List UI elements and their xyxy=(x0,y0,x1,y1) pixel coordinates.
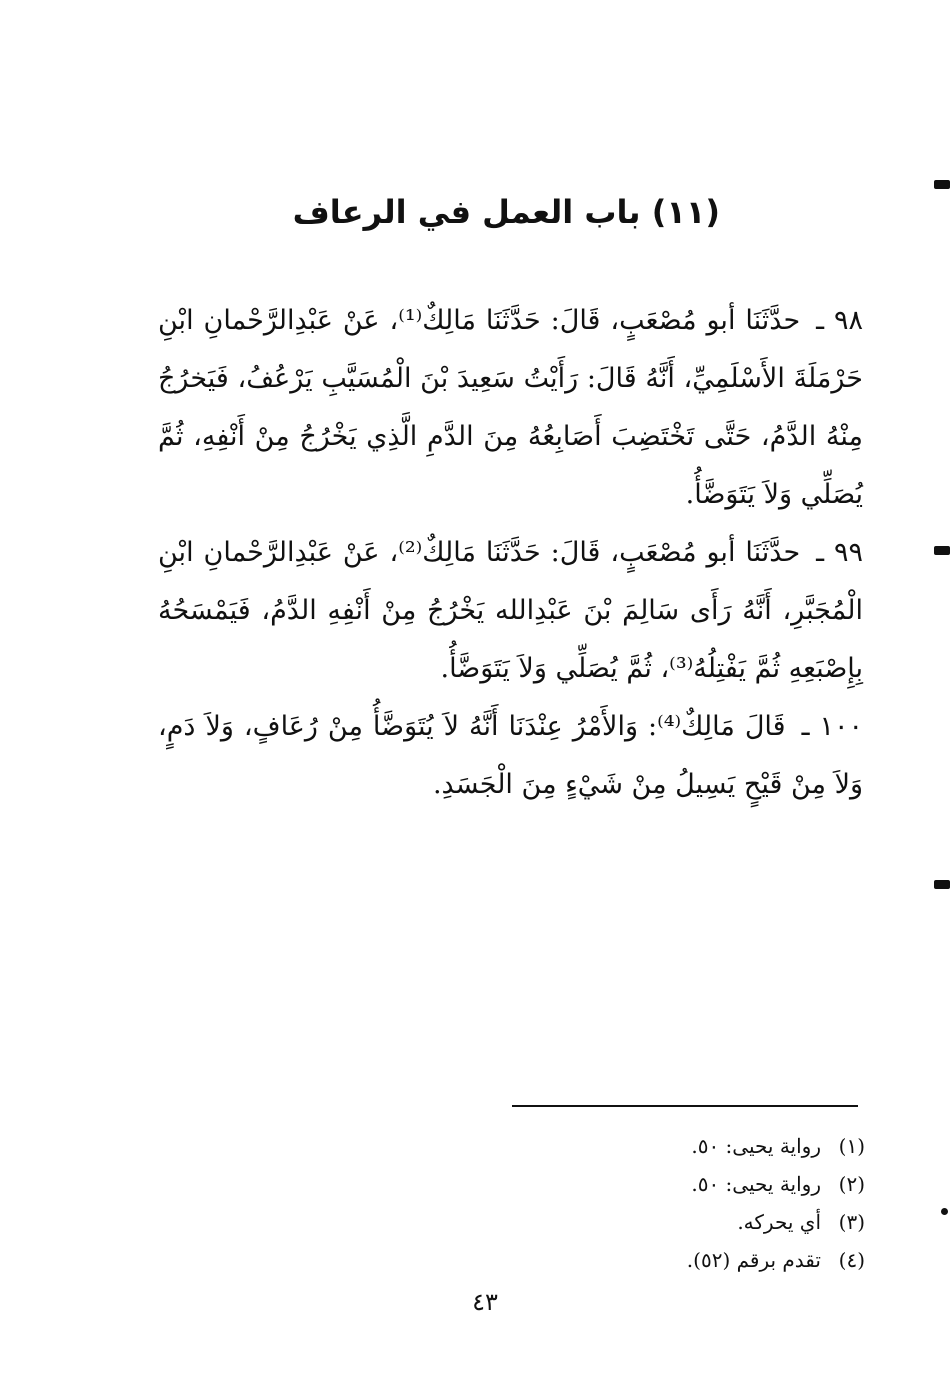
hadith-number: ١٠٠ ـ xyxy=(801,711,863,742)
footnote-marker: (٣) xyxy=(838,1210,865,1234)
hadith-text: حدَّثَنَا أبو مُصْعَبٍ، قَالَ: حَدَّثَنَا مَالِكٌ⁽¹⁾، عَنْ عَبْدِالرَّحْمانِ ابْنِ حَرْمَلَةَ الأَسْلَمِيِّ، أَنَّهُ قَالَ: رَأَيْتُ سَعِيدَ بْنَ الْمُسَيَّبِ يَرْعُفُ، فَيَخرُجُ مِنْهُ الدَّمُ، حَتَّى تَخْتَضِبَ أَصَابِعُهُ مِنَ الدَّمِ الَّذِي يَخْرُجُ مِنْ أَنْفِهِ، ثُمَّ يُصَلِّي وَلاَ يَتَوَضَّأُ. xyxy=(158,305,863,510)
footnote-text: تقدم برقم (٥٢). xyxy=(686,1248,821,1272)
scan-edge-dot xyxy=(941,1208,948,1215)
footnote-text: رواية يحيى: ٥٠. xyxy=(691,1172,821,1196)
hadith-number: ٩٨ ـ xyxy=(816,305,863,336)
footnote-item xyxy=(560,1165,865,1203)
footnote-item xyxy=(560,1241,865,1279)
hadith-text: حدَّثَنَا أبو مُصْعَبٍ، قَالَ: حَدَّثَنَا مَالِكٌ⁽²⁾، عَنْ عَبْدِالرَّحْمانِ ابْنِ الْمُجَبَّرِ، أَنَّهُ رَأَى سَالِمَ بْنَ عَبْدِالله يَخْرُجُ مِنْ أَنْفِهِ الدَّمُ، فَيَمْسَحُهُ بِإِصْبَعِهِ ثُمَّ يَفْتِلُهُ⁽³⁾، ثُمَّ يُصَلِّي وَلاَ يَتَوَضَّأُ. xyxy=(158,537,863,684)
footnote-marker: (١) xyxy=(838,1134,865,1158)
scan-edge-mark xyxy=(934,880,950,889)
hadith-text: قَالَ مَالِكٌ⁽⁴⁾: وَالأَمْرُ عِنْدَنَا أَنَّهُ لاَ يُتَوَضَّأُ مِنْ رُعَافٍ، وَلاَ دَمٍ، وَلاَ مِنْ قَيْحٍ يَسِيلُ مِنْ شَيْءٍ مِنَ الْجَسَدِ. xyxy=(158,711,863,800)
scan-edge-mark xyxy=(934,180,950,189)
hadith-paragraph xyxy=(158,292,863,524)
footnote-item xyxy=(560,1127,865,1165)
hadith-number: ٩٩ ـ xyxy=(816,537,863,568)
hadith-paragraph xyxy=(158,524,863,698)
scan-edge-mark xyxy=(934,546,950,555)
footnote-marker: (٢) xyxy=(838,1172,865,1196)
footnote-text: أي يحركه. xyxy=(737,1210,821,1234)
footnote-text: رواية يحيى: ٥٠. xyxy=(691,1134,821,1158)
footnote-marker: (٤) xyxy=(838,1248,865,1272)
footnote-divider xyxy=(512,1105,858,1107)
footnote-item xyxy=(560,1203,865,1241)
hadith-paragraph xyxy=(158,698,863,814)
page-number: ٤٣ xyxy=(472,1288,498,1316)
chapter-title: (١١) باب العمل في الرعاف xyxy=(292,193,720,231)
footnotes-list xyxy=(560,1127,865,1279)
